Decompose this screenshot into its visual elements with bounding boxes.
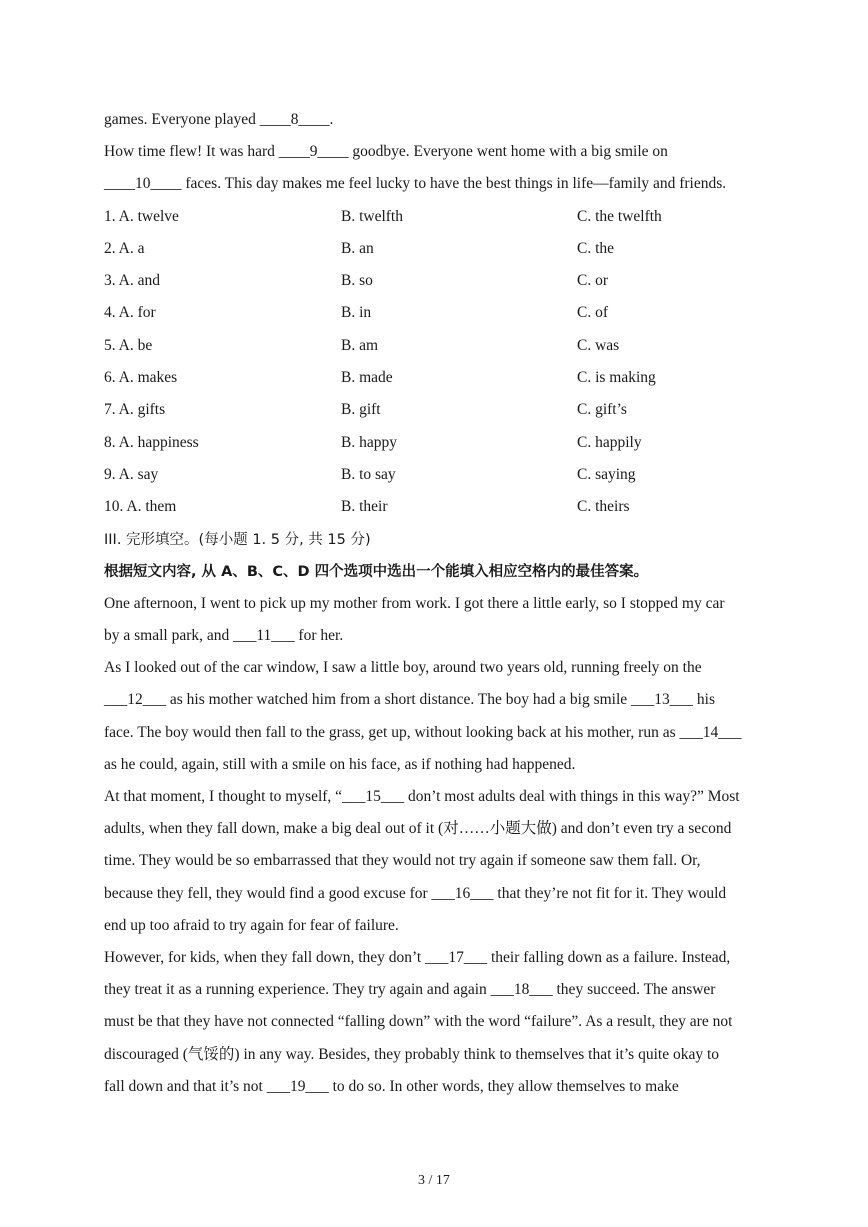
option-a: 5. A. be xyxy=(104,336,153,354)
passage-line: discouraged (气馁的) in any way. Besides, they probably think to themselves that it’s quite okay to xyxy=(104,1045,720,1063)
option-b: B. twelfth xyxy=(341,207,403,225)
section-instruction: 根据短文内容, 从 A、B、C、D 四个选项中选出一个能填入相应空格内的最佳答案。 xyxy=(104,563,649,580)
option-c: C. of xyxy=(577,304,608,322)
option-c: C. was xyxy=(577,336,620,354)
option-row-5 xyxy=(104,334,774,366)
option-row-2 xyxy=(104,237,774,269)
option-c: C. saying xyxy=(577,465,636,483)
option-c: C. theirs xyxy=(577,498,630,516)
option-row-7 xyxy=(104,398,774,430)
passage-line: must be that they have not connected “falling down” with the word “failure”. As a result, they are not xyxy=(104,1013,733,1031)
option-b: B. made xyxy=(341,369,393,387)
passage-line: they treat it as a running experience. They try again and again ___18___ they succeed. The answer xyxy=(104,981,716,999)
option-b: B. am xyxy=(341,336,379,354)
option-b: B. an xyxy=(341,239,374,257)
document-page xyxy=(104,108,774,1107)
passage-line: by a small park, and ___11___ for her. xyxy=(104,627,344,645)
passage-line: face. The boy would then fall to the grass, get up, without looking back at his mother, run as ___14___ xyxy=(104,723,742,741)
option-row-4 xyxy=(104,301,774,333)
passage-line: ___12___ as his mother watched him from a short distance. The boy had a big smile ___13___ his xyxy=(104,691,716,709)
cloze-passage xyxy=(104,592,774,1107)
option-a: 2. A. a xyxy=(104,239,145,257)
option-row-3 xyxy=(104,269,774,301)
option-c: C. the xyxy=(577,239,615,257)
option-b: B. gift xyxy=(341,401,381,419)
passage-line: As I looked out of the car window, I saw a little boy, around two years old, running freely on the xyxy=(104,659,702,677)
option-row-1 xyxy=(104,205,774,237)
option-a: 7. A. gifts xyxy=(104,401,166,419)
option-a: 10. A. them xyxy=(104,498,177,516)
option-b: B. their xyxy=(341,498,388,516)
option-a: 1. A. twelve xyxy=(104,207,179,225)
passage-line: fall down and that it’s not ___19___ to do so. In other words, they allow themselves to make xyxy=(104,1077,679,1095)
passage-line: time. They would be so embarrassed that they would not try again if someone saw them fall. Or, xyxy=(104,852,701,870)
option-a: 9. A. say xyxy=(104,465,159,483)
option-b: B. in xyxy=(341,304,372,322)
passage-line: How time flew! It was hard ____9____ goodbye. Everyone went home with a big smile on xyxy=(104,143,668,161)
option-a: 4. A. for xyxy=(104,304,156,322)
option-row-9 xyxy=(104,463,774,495)
option-row-8 xyxy=(104,431,774,463)
option-a: 3. A. and xyxy=(104,272,160,290)
option-a: 8. A. happiness xyxy=(104,433,199,451)
passage-line: because they fell, they would find a good excuse for ___16___ that they’re not fit for it. They would xyxy=(104,884,727,902)
option-b: B. to say xyxy=(341,465,396,483)
passage-line: games. Everyone played ____8____. xyxy=(104,111,334,128)
option-a: 6. A. makes xyxy=(104,369,178,387)
options-list xyxy=(104,205,774,528)
option-row-10 xyxy=(104,495,774,527)
passage-line: At that moment, I thought to myself, “___15___ don’t most adults deal with things in this way?” Most xyxy=(104,788,740,806)
section-heading: III. 完形填空。(每小题 1. 5 分, 共 15 分) xyxy=(104,531,371,548)
option-c: C. happily xyxy=(577,433,642,451)
passage-top xyxy=(104,108,774,205)
page-number: 3 / 17 xyxy=(418,1173,450,1188)
passage-line: end up too afraid to try again for fear of failure. xyxy=(104,916,399,934)
option-b: B. happy xyxy=(341,433,397,451)
passage-line: However, for kids, when they fall down, they don’t ___17___ their falling down as a failure. Instead, xyxy=(104,948,731,966)
passage-line: ____10____ faces. This day makes me feel lucky to have the best things in life—family and friends. xyxy=(104,175,727,193)
passage-line: as he could, again, still with a smile on his face, as if nothing had happened. xyxy=(104,755,576,773)
option-c: C. or xyxy=(577,272,608,290)
option-c: C. the twelfth xyxy=(577,207,662,225)
option-c: C. gift’s xyxy=(577,401,627,419)
option-b: B. so xyxy=(341,272,373,290)
option-c: C. is making xyxy=(577,369,656,387)
option-row-6 xyxy=(104,366,774,398)
passage-line: adults, when they fall down, make a big deal out of it (对……小题大做) and don’t even try a second xyxy=(104,820,732,838)
passage-line: One afternoon, I went to pick up my mother from work. I got there a little early, so I stopped my car xyxy=(104,594,725,612)
